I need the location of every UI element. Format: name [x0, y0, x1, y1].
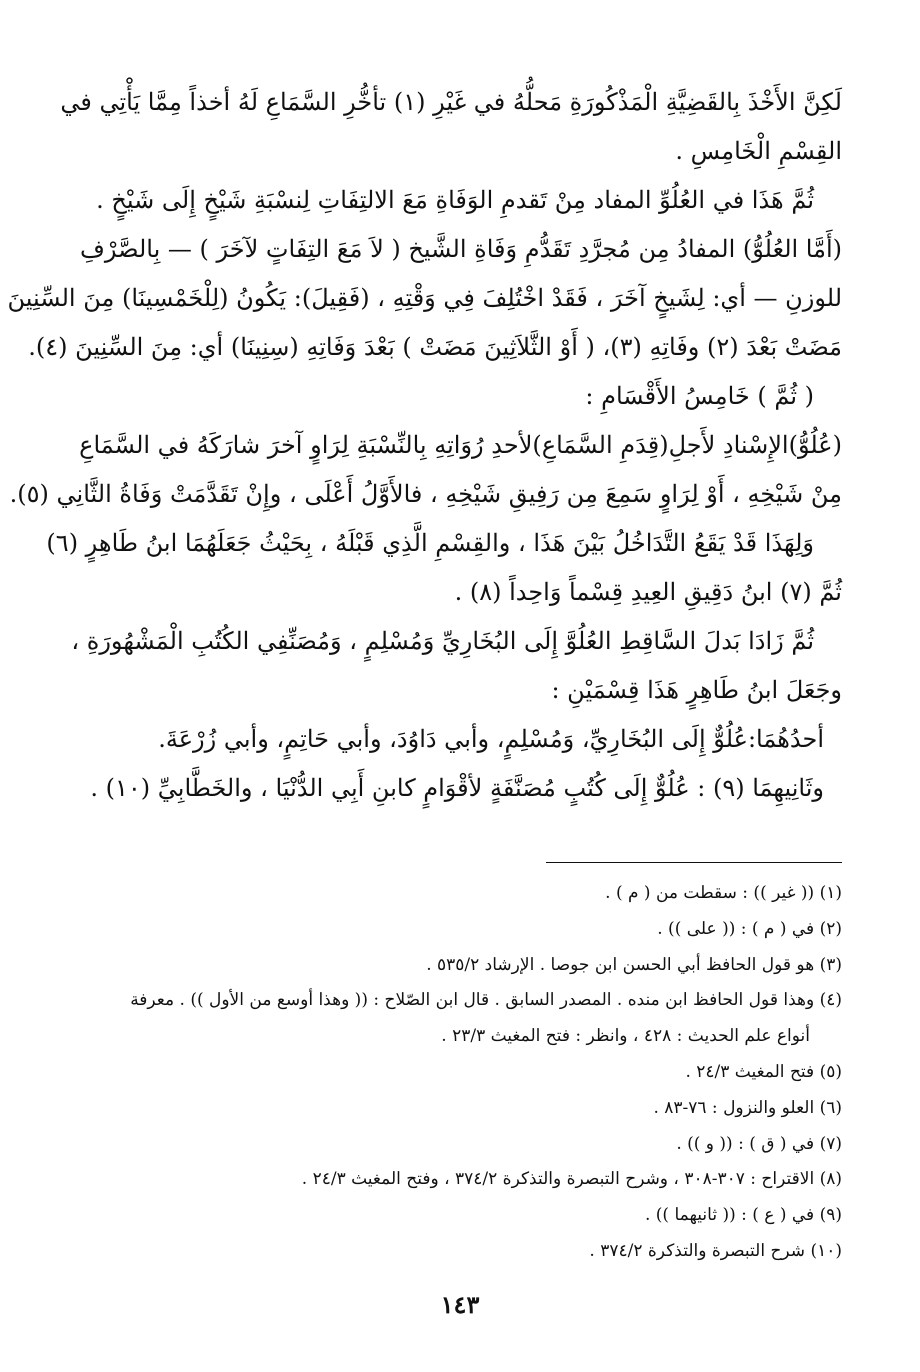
footnote-separator	[546, 862, 842, 863]
footnote-7: (٧) في ( ق ) : (( و )) .	[676, 1133, 842, 1154]
footnote-5: (٥) فتح المغيث ٢٤/٣ .	[685, 1061, 842, 1082]
footnote-6: (٦) العلو والنزول : ٧٦-٨٣ .	[653, 1097, 842, 1118]
footnote-4: (٤) وهذا قول الحافظ ابن منده . المصدر السابق . قال ابن الصّلاح : (( وهذا أوسع من الأول )) . معرفة	[130, 990, 842, 1011]
footnote-9: (٩) في ( ع ) : (( ثانيهما )) .	[644, 1205, 842, 1226]
body-line-11: ثُمَّ (٧) ابنُ دَقِيقِ العِيدِ قِسْماً وَاحِداً (٨) .	[454, 578, 842, 606]
body-line-9: مِنْ شَيْخِهِ ، أَوْ لِرَاوٍ سَمِعَ مِن رَفِيقِ شَيْخِهِ ، فالأَوَّلُ أَعْلَى ، وإِنْ تَقَدَّمَتْ وَفَاةُ الثَّانِي (٥).	[9, 480, 842, 508]
body-line-7: ( ثُمَّ ) خَامِسُ الأَقْسَامِ :	[585, 382, 814, 410]
body-line-10: وَلِهَذَا قَدْ يَقَعُ التَّدَاخُلُ بَيْنَ هَذَا ، والقِسْمِ الَّذِي قَبْلَهُ ، بِحَيْثُ جَعَلَهُمَا ابنُ طَاهِرٍ (٦)	[46, 529, 814, 557]
footnote-8: (٨) الاقتراح : ٣٠٧-٣٠٨ ، وشرح التبصرة والتذكرة ٣٧٤/٢ ، وفتح المغيث ٢٤/٣ .	[301, 1169, 842, 1190]
body-line-6: مَضَتْ بَعْدَ (٢) وفَاتِهِ (٣)، ( أَوْ الثَّلاَثِينَ مَضَتْ ) بَعْدَ وَفَاتِهِ (سِنِينَا) أي: مِنَ السِّنِينَ (٤).	[28, 333, 842, 361]
body-line-3: ثُمَّ هَذَا في العُلُوِّ المفاد مِنْ تَقدمِ الوَفَاةِ مَعَ الالتِفَاتِ لِنسْبَةِ شَيْخٍ إِلَى شَيْخٍ .	[96, 186, 814, 214]
body-line-2: القِسْمِ الْخَامِسِ .	[675, 137, 842, 165]
body-line-14: أحدُهُمَا:عُلُوٌّ إِلَى البُخَارِيِّ، وَمُسْلِمٍ، وأبي دَاوُدَ، وأبي حَاتِمٍ، وأبي زُرْعَةَ.	[158, 725, 824, 753]
body-line-4: (أَمَّا العُلُوُّ) المفادُ مِن مُجرَّدِ تَقَدُّمِ وَفَاةِ الشَّيخ ( لاَ مَعَ التِفَاتٍ لآخَرَ ) — بِالصَّرْفِ	[80, 235, 842, 263]
footnote-4-continued: أنواع علم الحديث : ٤٢٨ ، وانظر : فتح المغيث ٢٣/٣ .	[441, 1026, 810, 1047]
page-number: ١٤٣	[440, 1290, 480, 1319]
body-line-12: ثُمَّ زَادَا بَدلَ السَّاقِطِ العُلُوَّ إِلَى البُخَارِيِّ وَمُسْلِمٍ ، وَمُصَنِّفِي الكُتُبِ الْمَشْهُورَةِ ،	[71, 627, 814, 655]
body-line-1: لَكِنَّ الأَخْذَ بِالقَضِيَّةِ الْمَذْكُورَةِ مَحلُّهُ في غَيْرِ (١) تأخُّرِ السَّمَاعِ لَهُ أخذاً مِمَّا يَأْتِي في	[60, 88, 842, 116]
body-line-5: للوزنِ — أي: لِشَيخٍ آخَرَ ، فَقَدْ اخْتُلِفَ فِي وَقْتِهِ ، (فَقِيلَ): يَكُونُ (لِلْخَمْسِينَا) مِنَ السِّنِينَ	[7, 284, 842, 312]
body-line-8: (عُلُوُّ)الإِسْنادِ لأَجلِ(قِدَمِ السَّمَاعِ)لأحدِ رُوَاتِهِ بِالنِّسْبَةِ لِرَاوٍ آخرَ شارَكَهُ في السَّمَاعِ	[79, 431, 842, 459]
footnotes	[70, 876, 842, 1270]
body-line-15: وثَانِيهِمَا (٩) : عُلُوٌّ إِلَى كُتُبٍ مُصَنَّفَةٍ لأقْوَامٍ كابنِ أَبِي الدُّنْيَا ، والخَطَّابِيِّ (١٠) .	[90, 774, 824, 802]
footnote-1: (١) (( غير )) : سقطت من ( م ) .	[605, 883, 842, 903]
footnote-3: (٣) هو قول الحافظ أبي الحسن ابن جوصا . الإرشاد ٥٣٥/٢ .	[426, 954, 842, 975]
footnote-2: (٢) في ( م ) : (( على )) .	[657, 918, 842, 939]
footnote-10: (١٠) شرح التبصرة والتذكرة ٣٧٤/٢ .	[589, 1240, 842, 1261]
body-line-13: وجَعَلَ ابنُ طَاهِرٍ هَذَا قِسْمَيْنِ :	[551, 676, 842, 704]
main-text	[7, 78, 842, 813]
